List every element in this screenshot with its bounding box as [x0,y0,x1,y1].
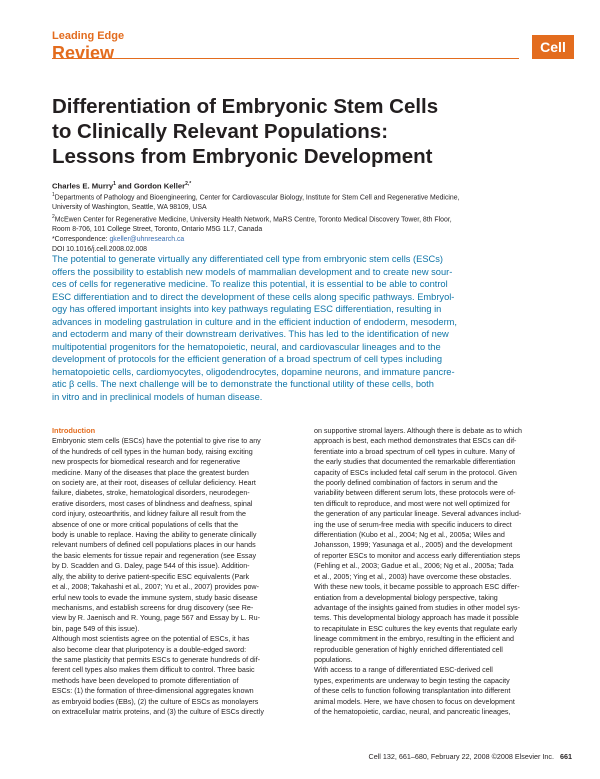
body-text-line: failure, diabetes, stroke, hematological disorders, neurodegen- [52,489,250,498]
abstract-line: ces of cells for regenerative medicine. To realize this potential, it is essential to be able to control [52,279,448,289]
affiliation-text: Departments of Pathology and Bioengineering, Center for Cardiovascular Biology, Institute for Stem Cell and Regenerative Medicine, [54,194,460,202]
body-text-line: absence of one or more critical populations of cells that the [52,520,239,529]
section-label-leading-edge: Leading Edge [52,30,125,42]
body-text-line: the generation of any particular lineage. Several advances includ- [314,510,522,519]
body-text-line: by D. Scadden and G. Daley, page 544 of this issue). Addition- [52,562,250,571]
body-text-line: ing the use of serum-free media with specific inducers to direct [314,520,512,529]
affiliation-line [52,191,572,203]
body-text-line: body is unable to replace. Having the ability to generate clinically [52,531,257,540]
body-text-line: the poorly defined combination of factors in serum and the [314,479,498,488]
body-text-line: view by R. Jaenisch and R. Young, page 567 and Essay by L. Ru- [52,614,261,623]
body-text-line: entiation from a developmental biology perspective, taking [314,593,498,602]
intro-heading: Introduction [52,426,96,435]
body-text-line: With these new tools, it became possible to approach ESC differ- [314,583,520,592]
body-text-line: ferentiate into a broad spectrum of cell types in culture. Many of [314,447,515,456]
body-text-line: the basic elements for tissue repair and regeneration (see Essay [52,551,257,560]
correspondence-line [52,235,572,245]
title-line: Differentiation of Embryonic Stem Cells [52,95,439,118]
header-rule [52,58,519,59]
author-sup: 2,* [185,181,192,187]
title-line: to Clinically Relevant Populations: [52,120,389,143]
abstract-line: ogy has offered important insights into key pathways regulating ESC differentiation, resulting in [52,304,442,314]
body-text-line: populations. [314,655,353,664]
body-text-line: ally, the ability to derive patient-specific ESC equivalents (Park [52,572,250,581]
abstract-line: advances in modeling gastrulation in culture and in the efficient induction of endoderm, mesoderm, [52,316,458,327]
abstract-line: ESC differentiation and to direct the development of these cells along specific pathways. Embryol- [52,291,455,302]
body-text-line: variability between different serum lots, these protocols were of- [314,489,516,498]
author-name: Gordon Keller [133,181,186,191]
section-label-review: Review [52,43,115,63]
abstract-line: The potential to generate virtually any differentiated cell type from embryonic stem cells (ESCs) [52,254,443,264]
affiliation-line [52,225,572,235]
title-line: Lessons from Embryonic Development [52,145,433,168]
body-text-line: the same plasticity that permits ESCs to generate hundreds of dif- [52,655,260,664]
body-text-line: approach is best, each method demonstrates that ESCs can dif- [314,437,517,446]
body-text-line: new prospects for biomedical research and for regenerative [52,458,241,467]
abstract [52,253,567,403]
body-text-line: relevant numbers of defined cell populations places in our hands [52,541,256,550]
body-text-line: differentiation (Kubo et al., 2004; Ng et al., 2005a; Wiles and [314,531,505,540]
abstract-line: atic β cells. The next challenge will be to demonstrate the functional utility of these cells, both [52,379,434,389]
body-text-line: of reporter ESCs to monitor and access early differentiation steps [314,551,521,560]
abstract-line: hematopoietic cells, cardiomyocytes, oligodendrocytes, dopamine neurons, and immature pancre- [52,366,455,377]
affiliation-sup: 2 [52,213,55,220]
affiliation-line [52,203,572,213]
body-text-line: tems. This developmental biology approach has made it possible [314,614,519,623]
author-name: Charles E. Murry [52,181,114,191]
body-text-line: of the hematopoietic, cardiac, neural, and pancreatic lineages, [314,707,511,716]
left-column [52,426,290,717]
body-text-line: ten difficult to reproduce, and most were not well optimized for [314,499,510,508]
body-text-line: the early studies that documented the remarkable differentiation [314,458,516,467]
body-text-line: types, experiments are underway to begin testing the capacity [314,676,510,685]
body-text-line: lineage commitment in the embryo, resulting in the efficient and [314,635,514,644]
body-text-line: on society are, at their root, diseases of cellular deficiency. Heart [52,479,256,488]
doi-line: DOI 10.1016/j.cell.2008.02.008 [52,245,148,253]
body-text-line: advantage of the insights gained from studies in other model sys- [314,603,521,612]
body-text-line: bin, page 549 of this issue). [52,624,140,633]
body-text-line: capacity of ESCs included fetal calf serum in the protocol. Given [314,468,517,477]
article-title [52,94,552,169]
abstract-line: development of protocols for the efficient generation of a broad spectrum of cell types including [52,354,443,364]
footer-citation: Cell 132, 661–680, February 22, 2008 ©2008 Elsevier Inc. [368,752,554,761]
author-list [52,181,191,191]
affiliation-text: Room 8-706, 101 College Street, Toronto, Ontario M5G 1L7, Canada [52,225,263,233]
body-text-line: et al., 2008; Takahashi et al., 2007; Yu et al., 2007) provides pow- [52,583,259,592]
body-text-line: reproducible generation of highly enriched differentiated cell [314,645,503,654]
body-text-line: animal models. Here, we have chosen to focus on development [314,697,515,706]
journal-logo: Cell [532,35,574,59]
body-text-line: medicine. Many of the diseases that place the greatest burden [52,468,249,477]
page-footer [369,752,573,761]
body-text-line: Although most scientists agree on the potential of ESCs, it has [52,635,250,644]
author-joiner: and [115,181,134,191]
affiliation-text: McEwen Center for Regenerative Medicine, University Health Network, MaRS Centre, Toronto Medical Discovery Tower, 8th Floor, [54,216,452,224]
body-text-line: ESCs: (1) the formation of three-dimensional aggregates known [52,687,254,696]
page-number: 661 [560,752,572,761]
body-text-line: on supportive stromal layers. Although there is debate as to which [314,427,522,435]
affiliation-line [52,213,572,225]
affiliation-sup: 1 [52,192,55,198]
correspondence-label: *Correspondence: [52,235,110,243]
affiliation-text: University of Washington, Seattle, WA 98109, USA [52,204,207,212]
body-text-line: to recapitulate in ESC cultures the key events that regulate early [314,624,518,633]
body-text-line: cord injury, osteoarthritis, and kidney failure all result from the [52,510,246,519]
right-column [314,426,552,717]
body-text-line: of these cells to function following transplantation into different [314,687,511,696]
body-text-line: Embryonic stem cells (ESCs) have the potential to give rise to any [52,437,261,446]
abstract-line: in vitro and in preclinical models of human disease. [52,391,263,402]
affiliations [52,191,572,254]
body-text-line: on extracellular matrix proteins, and (3) the culture of ESCs directly [52,707,264,716]
body-text-line: methods have been developed to promote differentiation of [52,676,239,685]
body-text-line: With access to a range of differentiated ESC-derived cell [314,666,493,675]
body-text-line: as embryoid bodies (EBs), (2) the culture of ESCs as monolayers [52,697,259,706]
body-text-line: (Fehling et al., 2003; Gadue et al., 2006; Ng et al., 2005a; Tada [314,562,514,571]
body-text-line: Johansson, 1999; Yasunaga et al., 2005) and the development [314,541,513,550]
body-text-line: ferent cell types also makes them difficult to control. Three basic [52,666,255,675]
abstract-line: and ectoderm and many of their downstream derivatives. This has led to the identification of new [52,329,449,339]
email-link[interactable]: gkeller@uhnresearch.ca [109,235,185,243]
body-text-line: mechanisms, and establish screens for drug discovery (see Re- [52,603,254,612]
body-text-line: erful new tools to evade the immune system, study basic disease [52,593,258,602]
body-text-line: erative disorders, most cases of blindness and deafness, spinal [52,499,253,508]
abstract-line: multipotential progenitors for the hematopoietic, neural, and cardiovascular lineages and to the [52,341,441,352]
body-text-line: of the hundreds of cell types in the human body, raising exciting [52,447,253,456]
body-text-line: et al., 2005; Ying et al., 2003) have overcome these obstacles. [314,572,512,581]
author-sup: 1 [113,181,116,187]
body-text-line: also become clear that pluripotency is a double-edged sword: [52,645,247,654]
abstract-line: offers the possibility to establish new models of mammalian development and to create new sour- [52,266,453,277]
